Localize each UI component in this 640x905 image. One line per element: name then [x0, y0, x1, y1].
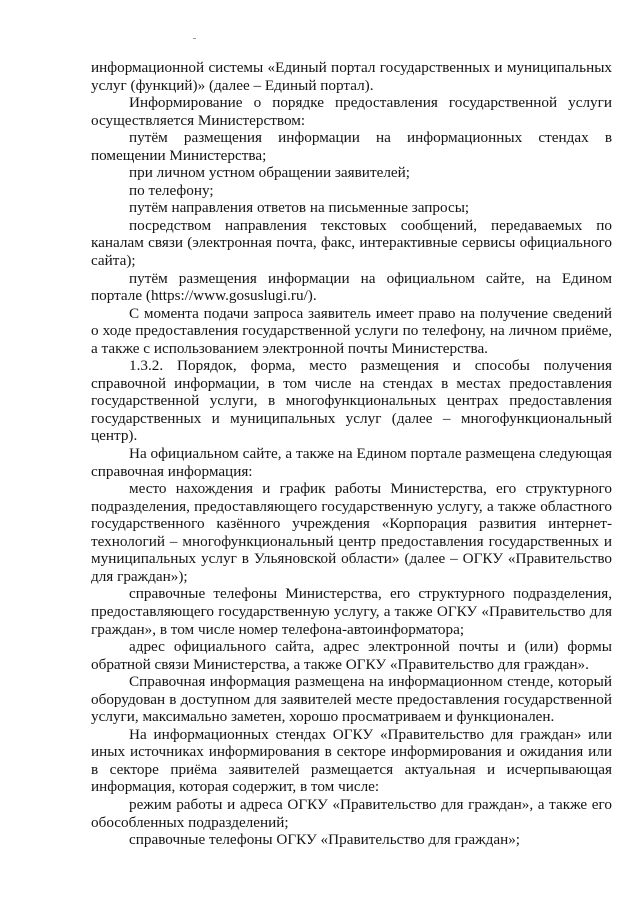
list-item-ogku-phones: справочные телефоны ОГКУ «Правительство для граждан»;	[129, 831, 521, 849]
scan-artifact	[193, 38, 196, 39]
paragraph-continuation: информационной системы «Единый портал государственных и муниципальных услуг (функций)» (далее – Единый портал).	[91, 59, 612, 94]
list-item-website: путём размещения информации на официальном сайте, на Едином портале (https://www.gosuslugi.ru/).	[91, 269, 612, 305]
list-item-phone: по телефону;	[129, 181, 214, 199]
list-item-written: путём направления ответов на письменные запросы;	[129, 199, 470, 217]
paragraph-website-info: На официальном сайте, а также на Едином портале размещена следующая справочная информация:	[91, 445, 612, 480]
list-item-phones: справочные телефоны Министерства, его структурного подразделения, предоставляющего государственную услугу, а также ОГКУ «Правительство для граждан», в том числе номер телефона-автоинформатора;	[91, 585, 612, 638]
list-item-in-person: при личном устном обращении заявителей;	[129, 164, 410, 182]
paragraph-status-info: С момента подачи запроса заявитель имеет право на получение сведений о ходе предоставления государственной услуги по телефону, на личном приёме, а также с использованием электронной почты Министерства.	[91, 304, 612, 357]
list-item-address: адрес официального сайта, адрес электронной почты и (или) формы обратной связи Министерства, а также ОГКУ «Правительство для граждан».	[91, 638, 612, 673]
paragraph-stand-info: Справочная информация размещена на информационном стенде, который оборудован в доступном для заявителей месте предоставления государственной услуги, максимально заметен, хорошо просматриваем и функционален.	[91, 673, 612, 726]
paragraph-ogku-stands: На информационных стендах ОГКУ «Правительство для граждан» или иных источниках информирования в секторе информирования и ожидания или в секторе приёма заявителей размещается актуальная и исчерпывающая информация, которая содержит, в том числе:	[91, 725, 612, 796]
list-item-ogku-hours: режим работы и адреса ОГКУ «Правительство для граждан», а также его обособленных подразделений;	[91, 795, 612, 831]
document-body	[91, 59, 612, 849]
list-item-location: место нахождения и график работы Министерства, его структурного подразделения, предоставляющего государственную услугу, а также областного государственного казённого учреждения «Корпорация развития интернет-технологий – многофункциональный центр предоставления государственных и муниципальных услуг в Ульяновской области» (далее – ОГКУ «Правительство для граждан»);	[91, 480, 612, 585]
section-1-3-2: 1.3.2. Порядок, форма, место размещения и способы получения справочной информации, в том числе на стендах в местах предоставления государственной услуги, в многофункциональных центрах предоставления государственных и муниципальных услуг (далее – многофункциональный центр).	[91, 357, 612, 445]
list-item-text-messages: посредством направления текстовых сообщений, передаваемых по каналам связи (электронная почта, факс, интерактивные сервисы официального сайта);	[91, 216, 612, 270]
list-item-stands: путём размещения информации на информационных стендах в помещении Министерства;	[91, 129, 612, 164]
paragraph-informing-intro: Информирование о порядке предоставления государственной услуги осуществляется Министерством:	[91, 94, 612, 129]
